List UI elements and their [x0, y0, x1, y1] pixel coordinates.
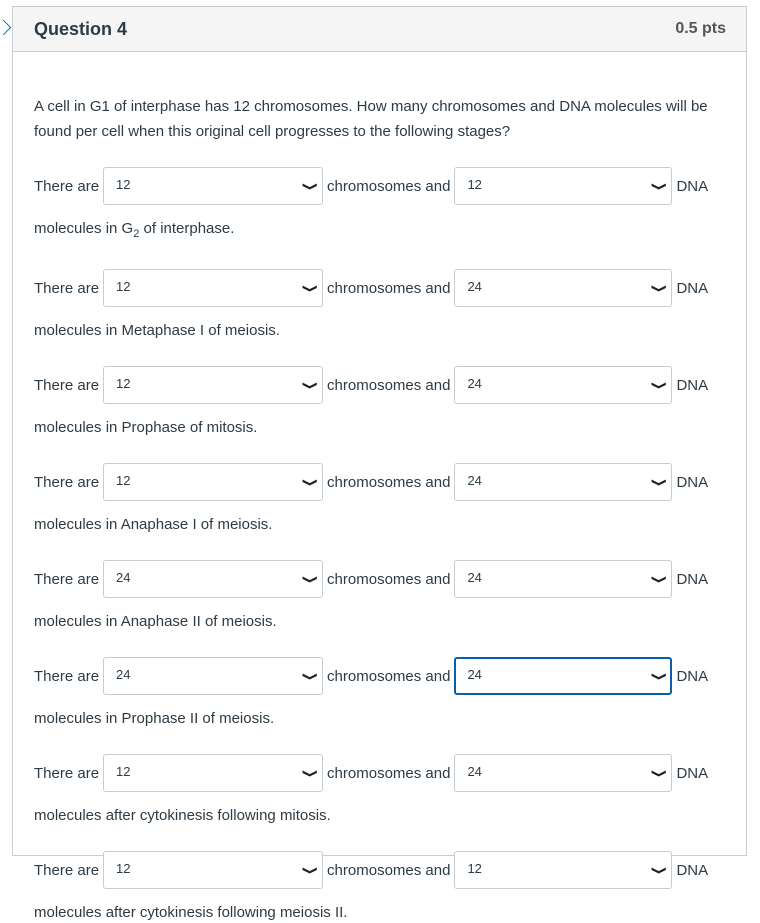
chromosomes-select[interactable] [103, 463, 323, 501]
select-value: 24 [116, 570, 131, 585]
chromosomes-and-label: chromosomes and [327, 279, 451, 297]
chevron-down-icon: ❯ [651, 671, 667, 682]
select-value: 24 [467, 376, 482, 391]
chevron-down-icon: ❯ [651, 865, 667, 876]
select-value: 12 [116, 279, 131, 294]
select-value: 24 [467, 667, 482, 682]
dna-select[interactable] [454, 560, 672, 598]
dna-select[interactable] [454, 463, 672, 501]
select-value: 12 [116, 177, 131, 192]
select-value: 12 [116, 861, 131, 876]
chevron-down-icon: ❯ [301, 380, 318, 391]
chromosomes-select[interactable] [103, 851, 323, 889]
chevron-down-icon: ❯ [301, 768, 318, 779]
dna-label: DNA [676, 473, 709, 491]
dna-label: DNA [676, 279, 709, 297]
select-value: 12 [467, 177, 482, 192]
stage-text: molecules in Anaphase II of meiosis. [34, 613, 277, 630]
stage-text: molecules in Metaphase I of meiosis. [34, 322, 280, 339]
select-value: 12 [116, 376, 131, 391]
dna-select[interactable] [454, 366, 672, 404]
chevron-down-icon: ❯ [651, 283, 667, 294]
dna-select[interactable] [454, 851, 672, 889]
chromosomes-and-label: chromosomes and [327, 177, 451, 195]
chromosomes-select[interactable] [103, 167, 323, 205]
chevron-down-icon: ❯ [301, 865, 318, 876]
there-are-label: There are [34, 279, 100, 297]
answer-row [34, 560, 725, 598]
answer-row [34, 754, 725, 792]
chromosomes-and-label: chromosomes and [327, 473, 451, 491]
chevron-down-icon: ❯ [651, 477, 667, 488]
dna-label: DNA [676, 177, 709, 195]
answer-row [34, 657, 725, 695]
stage-text: molecules in $G_2$ of interphase. [34, 220, 235, 240]
question-body [13, 52, 746, 923]
chevron-right-icon[interactable] [0, 20, 11, 36]
chevron-down-icon: ❯ [651, 574, 667, 585]
chromosomes-select[interactable] [103, 269, 323, 307]
question-points: 0.5 pts [675, 20, 726, 37]
chromosomes-and-label: chromosomes and [327, 667, 451, 685]
stage-text: molecules in Prophase II of meiosis. [34, 710, 275, 727]
chevron-down-icon: ❯ [651, 181, 667, 192]
dna-label: DNA [676, 570, 709, 588]
answer-row [34, 463, 725, 501]
chevron-down-icon: ❯ [301, 671, 318, 682]
there-are-label: There are [34, 177, 100, 195]
dna-label: DNA [676, 861, 709, 879]
select-value: 12 [116, 764, 131, 779]
question-prompt: A cell in G1 of interphase has 12 chromosomes. How many chromosomes and DNA molecules will be found per cell when this original cell progresses to the following stages? [34, 98, 708, 140]
question-header [13, 7, 746, 52]
select-value: 24 [467, 473, 482, 488]
answer-row [34, 269, 725, 307]
dna-select[interactable] [454, 269, 672, 307]
select-value: 24 [467, 279, 482, 294]
there-are-label: There are [34, 667, 100, 685]
chromosomes-select[interactable] [103, 657, 323, 695]
select-value: 24 [116, 667, 131, 682]
there-are-label: There are [34, 473, 100, 491]
select-value: 12 [116, 473, 131, 488]
chromosomes-select[interactable] [103, 366, 323, 404]
chromosomes-and-label: chromosomes and [327, 570, 451, 588]
chevron-down-icon: ❯ [301, 181, 318, 192]
dna-select[interactable] [454, 754, 672, 792]
chromosomes-and-label: chromosomes and [327, 376, 451, 394]
there-are-label: There are [34, 376, 100, 394]
chromosomes-and-label: chromosomes and [327, 861, 451, 879]
stage-text: molecules in Prophase of mitosis. [34, 419, 258, 436]
select-value: 24 [467, 570, 482, 585]
question-title: Question 4 [34, 18, 128, 39]
chevron-down-icon: ❯ [301, 574, 318, 585]
dna-label: DNA [676, 764, 709, 782]
select-value: 24 [467, 764, 482, 779]
dna-select-focused[interactable] [454, 657, 672, 695]
chromosomes-and-label: chromosomes and [327, 764, 451, 782]
there-are-label: There are [34, 764, 100, 782]
answer-row [34, 366, 725, 404]
chromosomes-select[interactable] [103, 560, 323, 598]
stage-text: molecules in Anaphase I of meiosis. [34, 516, 273, 533]
chevron-down-icon: ❯ [301, 283, 318, 294]
answer-row [34, 167, 725, 205]
stage-text: molecules after cytokinesis following mitosis. [34, 807, 331, 824]
there-are-label: There are [34, 861, 100, 879]
dna-label: DNA [676, 376, 709, 394]
dna-label: DNA [676, 667, 709, 685]
chevron-down-icon: ❯ [651, 380, 667, 391]
answer-row [34, 851, 725, 889]
chevron-down-icon: ❯ [301, 477, 318, 488]
chromosomes-select[interactable] [103, 754, 323, 792]
stage-text: molecules after cytokinesis following meiosis II. [34, 904, 348, 921]
chevron-down-icon: ❯ [651, 768, 667, 779]
dna-select[interactable] [454, 167, 672, 205]
question-card [12, 6, 747, 921]
there-are-label: There are [34, 570, 100, 588]
select-value: 12 [467, 861, 482, 876]
